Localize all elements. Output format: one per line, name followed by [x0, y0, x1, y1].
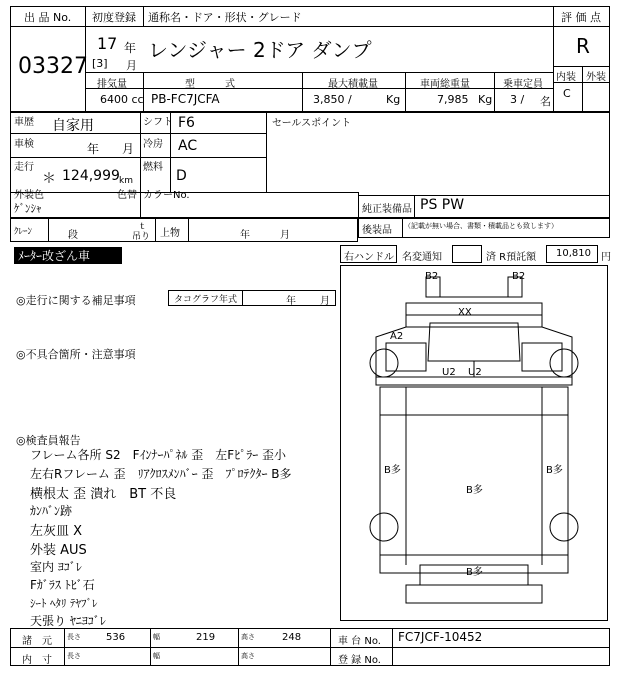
- model-name-label: 通称名・ドア・形状・グレード: [148, 11, 302, 24]
- mark-b2-right: B2: [512, 271, 526, 282]
- driving-notes-heading: ◎走行に関する補足事項: [16, 294, 136, 307]
- registration-year: 17: [97, 34, 118, 53]
- divider: [494, 72, 495, 112]
- divider: [85, 26, 553, 27]
- displacement-label: 排気量: [97, 79, 127, 90]
- divider: [302, 72, 303, 112]
- divider: [330, 628, 331, 666]
- divider: [358, 195, 610, 196]
- shift-label: シフト: [143, 117, 173, 128]
- report-line: 左右Rフレーム 歪 ﾘｱｸﾛｽﾒﾝﾊﾞｰ 歪 ﾌﾟﾛﾃｸﾀｰ B多: [30, 467, 292, 481]
- divider: [85, 88, 553, 89]
- registration-label: 登 録 No.: [338, 655, 381, 666]
- report-line: ｼｰﾄ ﾍﾀﾘ ﾃﾔﾌﾞﾚ: [30, 597, 98, 610]
- model-type: PB-FC7JCFA: [151, 92, 220, 106]
- name-change-label: 名変通知: [402, 252, 442, 263]
- crane-ton: ｔ: [138, 222, 148, 232]
- cab-right-panel: [522, 343, 562, 371]
- registration-month: 3: [96, 57, 104, 70]
- aftermarket-note: （記載が無い場合、書類・積載品とも致します）: [404, 222, 558, 230]
- grade-label: 評 価 点: [561, 11, 601, 24]
- mark-a2: A2: [390, 331, 404, 342]
- tachograph-month: 月: [320, 296, 330, 307]
- fuel-value: D: [176, 168, 187, 184]
- rear-left-wheel: [370, 513, 398, 541]
- name-change-box: [452, 245, 482, 263]
- uprank-year: 年: [240, 230, 250, 241]
- inner-dims-label: 内 寸: [22, 655, 52, 666]
- max-load: 3,850 /: [313, 93, 352, 106]
- divider: [10, 192, 266, 193]
- mileage-label: 走行: [14, 162, 34, 173]
- length-label: 長さ: [67, 633, 81, 641]
- inspection-label: 車検: [14, 139, 34, 150]
- exterior-grade-label: 外装: [586, 72, 606, 83]
- divider: [155, 218, 156, 242]
- divider: [402, 218, 403, 238]
- displacement-value: [100, 93, 144, 106]
- gross-weight: 7,985: [437, 93, 469, 106]
- chassis-label: 車 台 No.: [338, 636, 381, 647]
- divider: [85, 72, 553, 73]
- divider: [10, 157, 266, 158]
- recycle-unit: 円: [601, 252, 611, 263]
- color-value: ｹﾞﾝｼｬ: [14, 202, 42, 215]
- uprank-month: 月: [280, 230, 290, 241]
- inspection-month: 月: [122, 142, 135, 156]
- max-load-label: 最大積載量: [328, 79, 378, 90]
- report-line: 室内 ﾖｺﾞﾚ: [30, 560, 82, 574]
- divider: [10, 133, 266, 134]
- ac-value: AC: [178, 138, 198, 154]
- divider: [140, 112, 141, 218]
- inner-height-label: 高さ: [241, 652, 255, 660]
- max-load-unit: Kg: [386, 93, 401, 106]
- divider: [143, 72, 144, 112]
- report-line: 外装 AUS: [30, 543, 87, 558]
- uprank-label: 上物: [160, 228, 180, 239]
- registration-year-unit: 年: [124, 41, 137, 55]
- report-line: 左灰皿 X: [30, 524, 83, 539]
- capacity: 3 /: [510, 93, 525, 106]
- color-number-label: カラーNo.: [143, 190, 190, 201]
- first-registration-label: 初度登録: [92, 11, 136, 24]
- inspection-year: 年: [87, 142, 100, 156]
- mileage-value: 124,999: [62, 168, 120, 184]
- tachograph-label: タコグラフ年式: [174, 295, 238, 305]
- history-value: 自家用: [52, 118, 94, 134]
- lot-label: 出 品 No.: [24, 11, 72, 24]
- length-value: 536: [106, 632, 126, 643]
- capacity-label: 乗車定員: [503, 79, 543, 90]
- divider: [414, 195, 415, 218]
- model-name: レンジャー 2ドア ダンプ: [148, 38, 372, 62]
- divider: [64, 628, 65, 666]
- chassis-number: FC7JCF-10452: [398, 630, 483, 644]
- divider: [150, 628, 151, 666]
- mileage-unit: km: [119, 176, 133, 186]
- gross-weight-label: 車両総重量: [420, 79, 470, 90]
- crane-stage: 段: [68, 230, 78, 241]
- mark-u2-right: U2: [468, 367, 482, 378]
- report-line: 横根太 歪 潰れ BT 不良: [30, 487, 177, 502]
- overall-grade: R: [576, 34, 590, 58]
- divider: [266, 192, 358, 193]
- inner-length-label: 長さ: [67, 652, 81, 660]
- equipment-label: 純正装備品: [362, 204, 412, 215]
- width-value: 219: [196, 632, 216, 643]
- defects-heading: ◎不具合箇所・注意事項: [16, 348, 136, 361]
- truck-diagram: [340, 265, 608, 625]
- steering-side: 右ハンドル: [344, 252, 394, 263]
- selling-point-label: セールスポイント: [272, 118, 352, 129]
- report-line: 天張り ﾔﾆﾖｺﾞﾚ: [30, 614, 106, 628]
- inner-width-label: 幅: [153, 652, 160, 660]
- color-change-label: 色替: [117, 190, 137, 201]
- meter-tampered-badge: ﾒｰﾀｰ改ざん車: [14, 247, 122, 264]
- divider: [392, 628, 393, 666]
- registration-month-unit: 月: [126, 59, 137, 72]
- front-left-wheel: [370, 349, 398, 377]
- recycle-label: 済 R預託額: [486, 252, 537, 263]
- divider: [10, 26, 85, 27]
- model-type-label: 型 式: [185, 79, 235, 90]
- interior-grade-label: 内装: [556, 72, 576, 83]
- mark-b-left: B多: [384, 465, 401, 476]
- rear-right-wheel: [550, 513, 578, 541]
- report-line: フレーム各所 S2 Fｲﾝﾅｰﾊﾟﾈﾙ 歪 左Fﾋﾟﾗｰ 歪小: [30, 448, 287, 462]
- crane-row: [10, 218, 358, 242]
- mark-xx: XX: [458, 307, 472, 318]
- capacity-unit: 名: [540, 95, 551, 108]
- lot-number: 03327: [18, 54, 88, 79]
- inspector-report-heading: ◎検査員報告: [16, 434, 81, 447]
- registration-month-bracket: [3]: [92, 57, 108, 70]
- cab-left-panel: [386, 343, 426, 371]
- aftermarket-label: 後装品: [362, 225, 392, 236]
- divider: [143, 6, 144, 26]
- displacement: 6400: [100, 93, 128, 106]
- divider: [10, 647, 610, 648]
- interior-grade: C: [563, 87, 571, 100]
- height-value: 248: [282, 632, 302, 643]
- mark-b-center: B多: [466, 485, 483, 496]
- ac-label: 冷房: [143, 139, 163, 150]
- dims-label: 諸 元: [22, 636, 52, 647]
- divider: [582, 66, 583, 112]
- equipment-value: PS PW: [420, 197, 465, 213]
- color-label: 外装色: [14, 190, 44, 201]
- divider: [188, 218, 189, 242]
- displacement-unit: cc: [131, 93, 144, 106]
- divider: [48, 218, 49, 242]
- fuel-label: 燃料: [143, 162, 163, 173]
- divider: [553, 26, 610, 27]
- tailgate: [406, 585, 542, 603]
- crane-ton-sub: 吊り: [132, 232, 151, 242]
- shift-value: F6: [178, 115, 195, 131]
- report-line: Fｶﾞﾗｽ ﾄﾋﾞ石: [30, 578, 95, 592]
- windshield: [428, 323, 520, 361]
- divider: [266, 112, 267, 192]
- mileage-star: ＊: [42, 171, 56, 187]
- report-line: ｶﾝﾊﾞﾝ跡: [30, 504, 73, 518]
- mark-b-bottom: B多: [466, 567, 483, 578]
- width-label: 幅: [153, 633, 160, 641]
- divider: [553, 6, 554, 112]
- height-label: 高さ: [241, 633, 255, 641]
- crane-label: ｸﾚｰﾝ: [14, 227, 33, 237]
- divider: [242, 290, 243, 306]
- divider: [405, 72, 406, 112]
- chassis-outline: [376, 377, 572, 385]
- front-right-wheel: [550, 349, 578, 377]
- tachograph-year: 年: [286, 296, 296, 307]
- history-label: 車歴: [14, 117, 34, 128]
- gross-weight-unit: Kg: [478, 93, 493, 106]
- mark-u2-left: U2: [442, 367, 456, 378]
- mark-b2-left: B2: [425, 271, 439, 282]
- mark-b-right: B多: [546, 465, 563, 476]
- recycle-amount: 10,810: [556, 248, 591, 259]
- divider: [238, 628, 239, 666]
